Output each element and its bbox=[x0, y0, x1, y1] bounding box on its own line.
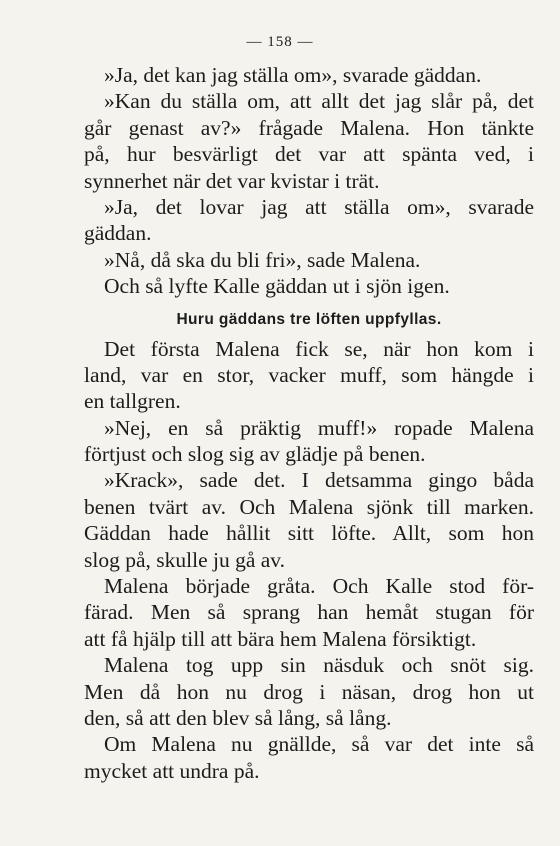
paragraph bbox=[84, 336, 534, 415]
text-line: en tallgren. bbox=[84, 389, 181, 414]
text-line: land, var en stor, vacker muff, som hängde i bbox=[84, 362, 534, 387]
paragraph bbox=[84, 273, 534, 299]
text-line: »Ja, det lovar jag att ställa om», svarade bbox=[104, 194, 534, 219]
paragraph bbox=[84, 194, 534, 247]
text-line: »Ja, det kan jag ställa om», svarade gäddan. bbox=[104, 63, 482, 87]
text-line: går genast av?» frågade Malena. Hon tänkte bbox=[84, 115, 534, 140]
text-line: Om Malena nu gnällde, så var det inte så bbox=[104, 732, 534, 757]
paragraph bbox=[84, 247, 534, 273]
paragraph bbox=[84, 62, 534, 88]
text-line: att få hjälp till att bära hem Malena försiktigt. bbox=[84, 626, 477, 651]
text-line: synnerhet när det var kvistar i trät. bbox=[84, 168, 380, 193]
text-line: »Nej, en så präktig muff!» ropade Malena bbox=[104, 415, 534, 440]
paragraph bbox=[84, 731, 534, 784]
section-heading: Huru gäddans tre löften uppfyllas. bbox=[176, 310, 442, 328]
text-line: »Nå, då ska du bli fri», sade Malena. bbox=[104, 247, 421, 272]
text-line: den, så att den blev så lång, så lång. bbox=[84, 705, 392, 730]
paragraph bbox=[84, 652, 534, 731]
paragraph bbox=[84, 88, 534, 194]
text-line: »Kan du ställa om, att allt det jag slår på, det bbox=[104, 89, 534, 114]
text-line: gäddan. bbox=[84, 221, 152, 246]
text-line: Malena tog upp sin näsduk och snöt sig. bbox=[104, 653, 534, 678]
text-line: Det första Malena fick se, när hon kom i bbox=[104, 336, 534, 361]
text-line: förtjust och slog sig av glädje på benen. bbox=[84, 442, 426, 467]
body-text bbox=[84, 62, 534, 784]
text-line: Och så lyfte Kalle gäddan ut i sjön igen. bbox=[104, 274, 450, 299]
page-number: — 158 — bbox=[246, 34, 314, 50]
paragraph bbox=[84, 573, 534, 652]
text-line: Gäddan hade hållit sitt löfte. Allt, som hon bbox=[84, 521, 534, 546]
paragraph bbox=[84, 467, 534, 573]
paragraph bbox=[84, 415, 534, 468]
paragraph-group-before bbox=[84, 62, 534, 300]
text-line: Malena började gråta. Och Kalle stod för- bbox=[104, 574, 534, 599]
text-line: benen tvärt av. Och Malena sjönk till marken. bbox=[84, 494, 534, 519]
text-line: slog på, skulle ju gå av. bbox=[84, 547, 286, 572]
text-line: färad. Men så sprang han hemåt stugan för bbox=[84, 600, 534, 625]
paragraph-group-after bbox=[84, 336, 534, 785]
text-line: på, hur besvärligt det var att spänta ved, i bbox=[84, 142, 534, 167]
text-line: Men då hon nu drog i näsan, drog hon ut bbox=[84, 679, 534, 704]
text-line: »Krack», sade det. I detsamma gingo båda bbox=[104, 468, 534, 493]
text-line: mycket att undra på. bbox=[84, 758, 260, 783]
